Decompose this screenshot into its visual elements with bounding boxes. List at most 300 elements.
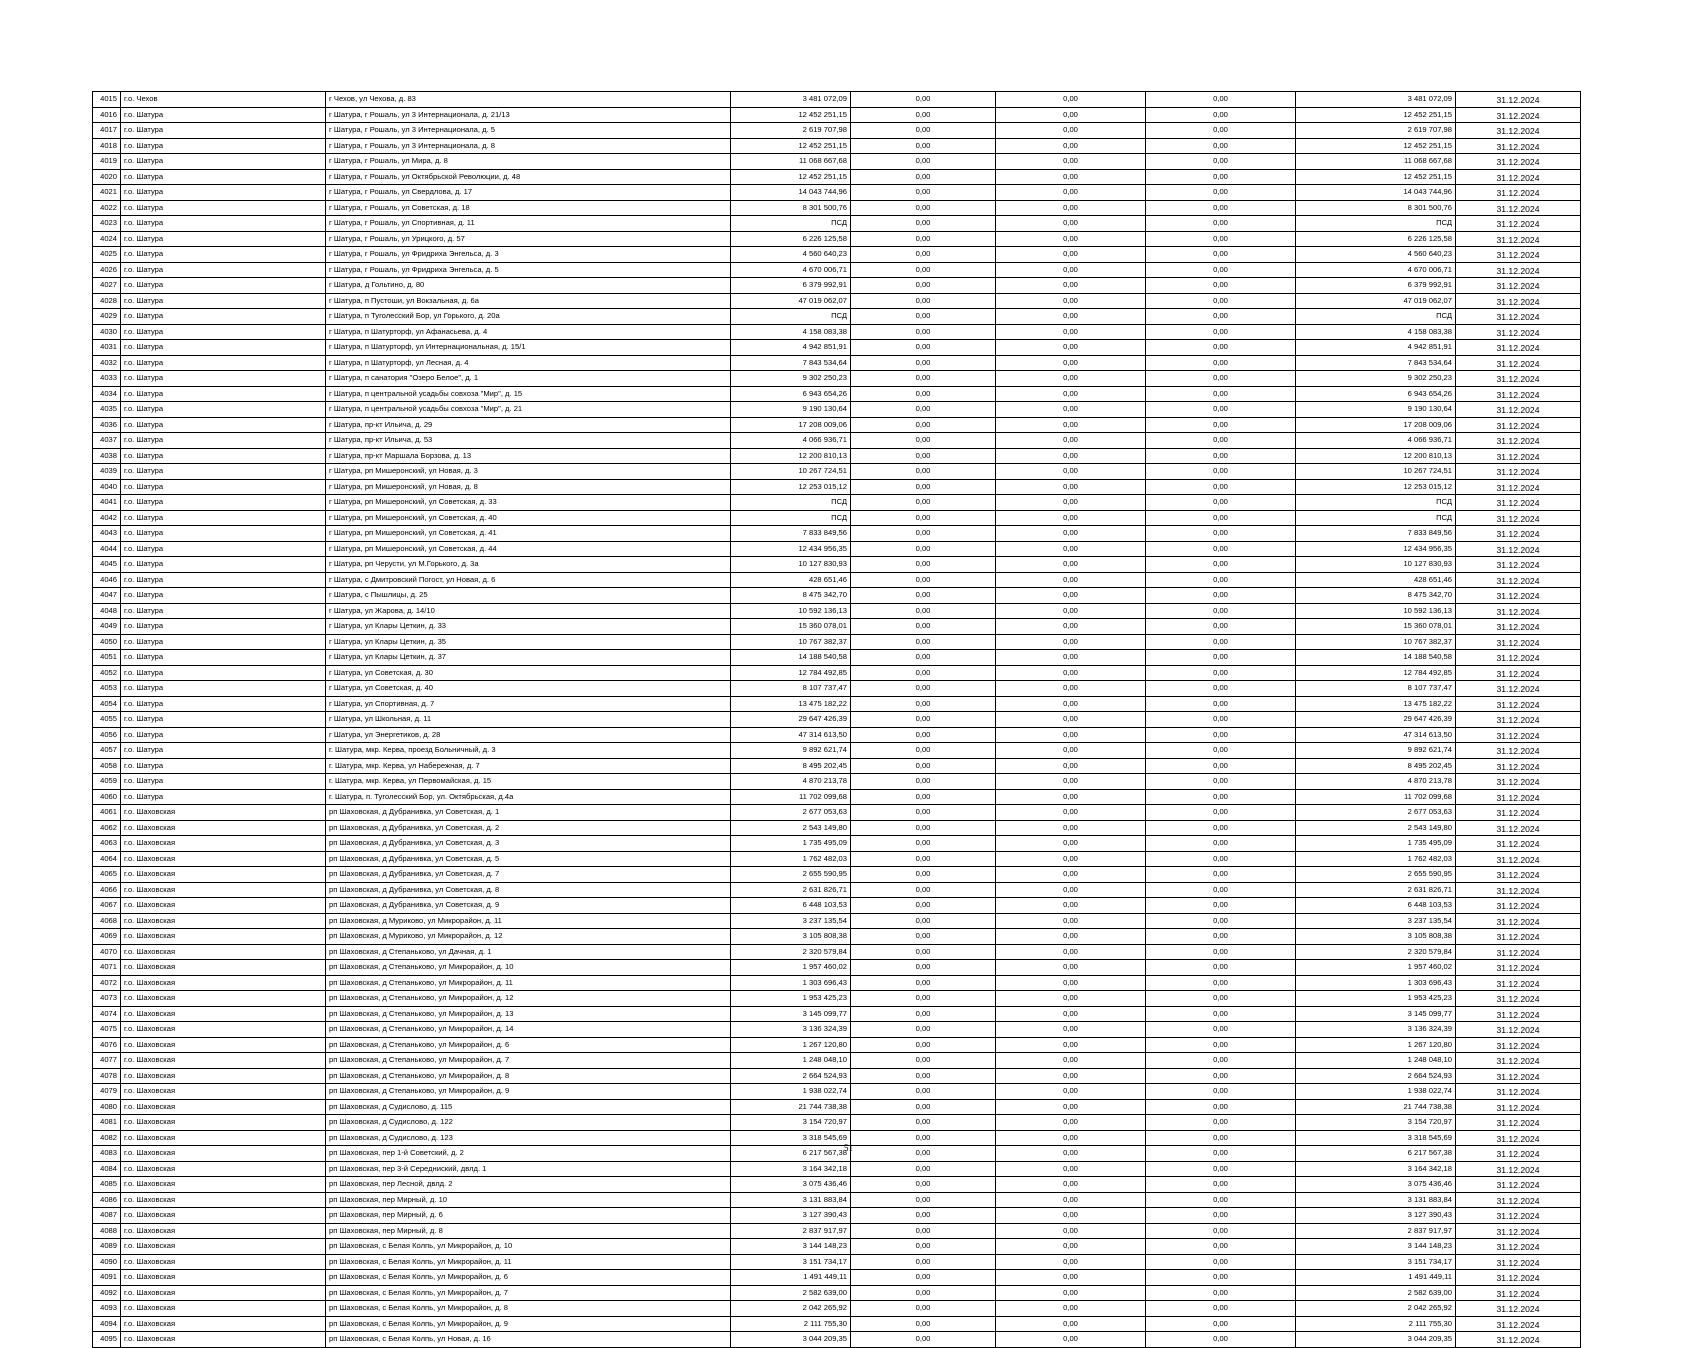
amount-cell: 10 267 724,51 — [731, 464, 851, 480]
amount-cell: 1 267 120,80 — [731, 1037, 851, 1053]
value-3-cell: 0,00 — [1146, 1084, 1296, 1100]
value-2-cell: 0,00 — [996, 913, 1146, 929]
table-row — [93, 1285, 1581, 1301]
table-body — [93, 92, 1581, 1348]
total-cell: 3 318 545,69 — [1296, 1130, 1456, 1146]
total-cell: ПСД — [1296, 510, 1456, 526]
date-cell: 31.12.2024 — [1456, 371, 1581, 387]
value-1-cell: 0,00 — [851, 479, 996, 495]
value-1-cell: 0,00 — [851, 1115, 996, 1131]
amount-cell: 14 043 744,96 — [731, 185, 851, 201]
row-number: 4094 — [93, 1316, 121, 1332]
value-1-cell: 0,00 — [851, 774, 996, 790]
total-cell: 3 164 342,18 — [1296, 1161, 1456, 1177]
value-3-cell: 0,00 — [1146, 247, 1296, 263]
page-number: 51 — [844, 1143, 853, 1153]
district-cell: г.о. Шатура — [121, 541, 326, 557]
value-3-cell: 0,00 — [1146, 1177, 1296, 1193]
value-1-cell: 0,00 — [851, 448, 996, 464]
address-cell: г. Шатура, мкр. Керва, ул Первомайская, д. 15 — [326, 774, 731, 790]
value-2-cell: 0,00 — [996, 712, 1146, 728]
row-number: 4074 — [93, 1006, 121, 1022]
value-2-cell: 0,00 — [996, 154, 1146, 170]
value-1-cell: 0,00 — [851, 1270, 996, 1286]
value-1-cell: 0,00 — [851, 231, 996, 247]
district-cell: г.о. Шатура — [121, 386, 326, 402]
total-cell: 11 702 099,68 — [1296, 789, 1456, 805]
total-cell: 3 131 883,84 — [1296, 1192, 1456, 1208]
amount-cell: 8 301 500,76 — [731, 200, 851, 216]
value-2-cell: 0,00 — [996, 1270, 1146, 1286]
row-number: 4090 — [93, 1254, 121, 1270]
address-cell: г Шатура, п центральной усадьбы совхоза "Мир", д. 21 — [326, 402, 731, 418]
value-1-cell: 0,00 — [851, 247, 996, 263]
amount-cell: 7 833 849,56 — [731, 526, 851, 542]
total-cell: 3 136 324,39 — [1296, 1022, 1456, 1038]
value-3-cell: 0,00 — [1146, 92, 1296, 108]
address-cell: рп Шаховская, д Дубранивка, ул Советская, д. 5 — [326, 851, 731, 867]
row-number: 4021 — [93, 185, 121, 201]
value-3-cell: 0,00 — [1146, 991, 1296, 1007]
address-cell: г. Шатура, мкр. Керва, ул Набережная, д. 7 — [326, 758, 731, 774]
row-number: 4091 — [93, 1270, 121, 1286]
value-2-cell: 0,00 — [996, 464, 1146, 480]
value-1-cell: 0,00 — [851, 1084, 996, 1100]
address-cell: рп Шаховская, д Степаньково, ул Микрорайон, д. 10 — [326, 960, 731, 976]
address-cell: г Шатура, ул Энергетиков, д. 28 — [326, 727, 731, 743]
address-cell: г Шатура, г Рошаль, ул 3 Интернационала, д. 8 — [326, 138, 731, 154]
date-cell: 31.12.2024 — [1456, 355, 1581, 371]
district-cell: г.о. Шаховская — [121, 1177, 326, 1193]
address-cell: рп Шаховская, пер Лесной, двлд. 2 — [326, 1177, 731, 1193]
address-cell: г Шатура, ул Клары Цеткин, д. 37 — [326, 650, 731, 666]
value-3-cell: 0,00 — [1146, 836, 1296, 852]
value-1-cell: 0,00 — [851, 1332, 996, 1348]
amount-cell: 6 217 567,38 — [731, 1146, 851, 1162]
amount-cell: 6 943 654,26 — [731, 386, 851, 402]
address-cell: г Шатура, п Шатурторф, ул Лесная, д. 4 — [326, 355, 731, 371]
value-3-cell: 0,00 — [1146, 1332, 1296, 1348]
address-cell: г Шатура, ул Спортивная, д. 7 — [326, 696, 731, 712]
amount-cell: 29 647 426,39 — [731, 712, 851, 728]
value-2-cell: 0,00 — [996, 1068, 1146, 1084]
date-cell: 31.12.2024 — [1456, 402, 1581, 418]
table-row — [93, 262, 1581, 278]
amount-cell: 3 044 209,35 — [731, 1332, 851, 1348]
date-cell: 31.12.2024 — [1456, 340, 1581, 356]
date-cell: 31.12.2024 — [1456, 541, 1581, 557]
row-number: 4039 — [93, 464, 121, 480]
amount-cell: 12 452 251,15 — [731, 169, 851, 185]
value-1-cell: 0,00 — [851, 820, 996, 836]
table-row — [93, 107, 1581, 123]
amount-cell: 12 253 015,12 — [731, 479, 851, 495]
date-cell: 31.12.2024 — [1456, 1006, 1581, 1022]
address-cell: рп Шаховская, д Дубранивка, ул Советская, д. 2 — [326, 820, 731, 836]
value-3-cell: 0,00 — [1146, 510, 1296, 526]
table-row — [93, 1068, 1581, 1084]
table-row — [93, 1037, 1581, 1053]
value-1-cell: 0,00 — [851, 107, 996, 123]
value-2-cell: 0,00 — [996, 851, 1146, 867]
amount-cell: 1 248 048,10 — [731, 1053, 851, 1069]
row-number: 4084 — [93, 1161, 121, 1177]
value-3-cell: 0,00 — [1146, 262, 1296, 278]
amount-cell: 17 208 009,06 — [731, 417, 851, 433]
value-1-cell: 0,00 — [851, 1146, 996, 1162]
value-2-cell: 0,00 — [996, 340, 1146, 356]
total-cell: 2 837 917,97 — [1296, 1223, 1456, 1239]
table-row — [93, 1223, 1581, 1239]
date-cell: 31.12.2024 — [1456, 479, 1581, 495]
value-3-cell: 0,00 — [1146, 882, 1296, 898]
value-3-cell: 0,00 — [1146, 309, 1296, 325]
address-cell: г Шатура, рп Мишеронский, ул Новая, д. 3 — [326, 464, 731, 480]
value-3-cell: 0,00 — [1146, 479, 1296, 495]
district-cell: г.о. Шаховская — [121, 898, 326, 914]
value-2-cell: 0,00 — [996, 1037, 1146, 1053]
address-cell: рп Шаховская, д Степаньково, ул Микрорайон, д. 9 — [326, 1084, 731, 1100]
table-row — [93, 1270, 1581, 1286]
amount-cell: 12 784 492,85 — [731, 665, 851, 681]
date-cell: 31.12.2024 — [1456, 572, 1581, 588]
value-2-cell: 0,00 — [996, 665, 1146, 681]
value-3-cell: 0,00 — [1146, 758, 1296, 774]
date-cell: 31.12.2024 — [1456, 526, 1581, 542]
value-3-cell: 0,00 — [1146, 526, 1296, 542]
row-number: 4034 — [93, 386, 121, 402]
amount-cell: 3 127 390,43 — [731, 1208, 851, 1224]
district-cell: г.о. Шаховская — [121, 1316, 326, 1332]
total-cell: 12 452 251,15 — [1296, 138, 1456, 154]
table-row — [93, 1099, 1581, 1115]
address-cell: г Шатура, г Рошаль, ул Фридриха Энгельса, д. 3 — [326, 247, 731, 263]
district-cell: г.о. Шаховская — [121, 1254, 326, 1270]
district-cell: г.о. Шатура — [121, 185, 326, 201]
value-1-cell: 0,00 — [851, 913, 996, 929]
table-row — [93, 696, 1581, 712]
value-2-cell: 0,00 — [996, 293, 1146, 309]
district-cell: г.о. Шаховская — [121, 1006, 326, 1022]
row-number: 4042 — [93, 510, 121, 526]
row-number: 4059 — [93, 774, 121, 790]
table-row — [93, 898, 1581, 914]
value-3-cell: 0,00 — [1146, 774, 1296, 790]
value-3-cell: 0,00 — [1146, 231, 1296, 247]
district-cell: г.о. Шатура — [121, 464, 326, 480]
value-3-cell: 0,00 — [1146, 433, 1296, 449]
value-3-cell: 0,00 — [1146, 154, 1296, 170]
value-1-cell: 0,00 — [851, 712, 996, 728]
district-cell: г.о. Шаховская — [121, 1099, 326, 1115]
value-1-cell: 0,00 — [851, 1301, 996, 1317]
value-3-cell: 0,00 — [1146, 495, 1296, 511]
value-1-cell: 0,00 — [851, 557, 996, 573]
value-3-cell: 0,00 — [1146, 1115, 1296, 1131]
date-cell: 31.12.2024 — [1456, 557, 1581, 573]
district-cell: г.о. Шаховская — [121, 1332, 326, 1348]
total-cell: 428 651,46 — [1296, 572, 1456, 588]
amount-cell: 47 314 613,50 — [731, 727, 851, 743]
value-3-cell: 0,00 — [1146, 185, 1296, 201]
value-2-cell: 0,00 — [996, 758, 1146, 774]
row-number: 4067 — [93, 898, 121, 914]
value-2-cell: 0,00 — [996, 371, 1146, 387]
address-cell: г Шатура, п Шатурторф, ул Афанасьева, д. 4 — [326, 324, 731, 340]
date-cell: 31.12.2024 — [1456, 758, 1581, 774]
district-cell: г.о. Шаховская — [121, 1146, 326, 1162]
value-1-cell: 0,00 — [851, 526, 996, 542]
table-row — [93, 464, 1581, 480]
date-cell: 31.12.2024 — [1456, 1177, 1581, 1193]
value-2-cell: 0,00 — [996, 867, 1146, 883]
total-cell: 10 127 830,93 — [1296, 557, 1456, 573]
date-cell: 31.12.2024 — [1456, 92, 1581, 108]
value-3-cell: 0,00 — [1146, 913, 1296, 929]
row-number: 4083 — [93, 1146, 121, 1162]
table-row — [93, 541, 1581, 557]
date-cell: 31.12.2024 — [1456, 603, 1581, 619]
total-cell: 6 217 567,38 — [1296, 1146, 1456, 1162]
value-3-cell: 0,00 — [1146, 634, 1296, 650]
district-cell: г.о. Шатура — [121, 417, 326, 433]
address-cell: г Шатура, ул Школьная, д. 11 — [326, 712, 731, 728]
total-cell: 3 044 209,35 — [1296, 1332, 1456, 1348]
total-cell: 3 144 148,23 — [1296, 1239, 1456, 1255]
table-row — [93, 758, 1581, 774]
amount-cell: 3 164 342,18 — [731, 1161, 851, 1177]
address-cell: г. Шатура, п. Туголесский Бор, ул. Октябрьская, д.4а — [326, 789, 731, 805]
value-1-cell: 0,00 — [851, 278, 996, 294]
district-cell: г.о. Шатура — [121, 123, 326, 139]
amount-cell: ПСД — [731, 510, 851, 526]
address-cell: рп Шаховская, д Судислово, д. 123 — [326, 1130, 731, 1146]
amount-cell: 2 320 579,84 — [731, 944, 851, 960]
value-1-cell: 0,00 — [851, 1285, 996, 1301]
value-1-cell: 0,00 — [851, 1316, 996, 1332]
amount-cell: 21 744 738,38 — [731, 1099, 851, 1115]
row-number: 4087 — [93, 1208, 121, 1224]
value-1-cell: 0,00 — [851, 402, 996, 418]
amount-cell: ПСД — [731, 216, 851, 232]
date-cell: 31.12.2024 — [1456, 727, 1581, 743]
amount-cell: 10 127 830,93 — [731, 557, 851, 573]
date-cell: 31.12.2024 — [1456, 634, 1581, 650]
value-3-cell: 0,00 — [1146, 340, 1296, 356]
district-cell: г.о. Шатура — [121, 712, 326, 728]
value-2-cell: 0,00 — [996, 696, 1146, 712]
amount-cell: 9 302 250,23 — [731, 371, 851, 387]
value-2-cell: 0,00 — [996, 960, 1146, 976]
address-cell: г Шатура, пр-кт Маршала Борзова, д. 13 — [326, 448, 731, 464]
value-3-cell: 0,00 — [1146, 619, 1296, 635]
value-2-cell: 0,00 — [996, 1316, 1146, 1332]
value-2-cell: 0,00 — [996, 1177, 1146, 1193]
table-row — [93, 789, 1581, 805]
date-cell: 31.12.2024 — [1456, 123, 1581, 139]
value-2-cell: 0,00 — [996, 107, 1146, 123]
row-number: 4092 — [93, 1285, 121, 1301]
row-number: 4015 — [93, 92, 121, 108]
district-cell: г.о. Шатура — [121, 495, 326, 511]
amount-cell: 15 360 078,01 — [731, 619, 851, 635]
date-cell: 31.12.2024 — [1456, 247, 1581, 263]
total-cell: 12 452 251,15 — [1296, 107, 1456, 123]
value-2-cell: 0,00 — [996, 185, 1146, 201]
total-cell: 1 248 048,10 — [1296, 1053, 1456, 1069]
row-number: 4017 — [93, 123, 121, 139]
value-2-cell: 0,00 — [996, 309, 1146, 325]
date-cell: 31.12.2024 — [1456, 293, 1581, 309]
address-cell: г Шатура, рп Мишеронский, ул Новая, д. 8 — [326, 479, 731, 495]
value-2-cell: 0,00 — [996, 650, 1146, 666]
value-3-cell: 0,00 — [1146, 1239, 1296, 1255]
value-3-cell: 0,00 — [1146, 1270, 1296, 1286]
date-cell: 31.12.2024 — [1456, 867, 1581, 883]
value-1-cell: 0,00 — [851, 1022, 996, 1038]
district-cell: г.о. Шатура — [121, 278, 326, 294]
table-row — [93, 185, 1581, 201]
address-cell: г Чехов, ул Чехова, д. 83 — [326, 92, 731, 108]
value-3-cell: 0,00 — [1146, 1285, 1296, 1301]
value-2-cell: 0,00 — [996, 882, 1146, 898]
district-cell: г.о. Шатура — [121, 340, 326, 356]
total-cell: 1 938 022,74 — [1296, 1084, 1456, 1100]
row-number: 4079 — [93, 1084, 121, 1100]
amount-cell: 11 068 667,68 — [731, 154, 851, 170]
district-cell: г.о. Шаховская — [121, 991, 326, 1007]
value-1-cell: 0,00 — [851, 200, 996, 216]
date-cell: 31.12.2024 — [1456, 1022, 1581, 1038]
table-row — [93, 123, 1581, 139]
district-cell: г.о. Шатура — [121, 293, 326, 309]
value-3-cell: 0,00 — [1146, 557, 1296, 573]
row-number: 4064 — [93, 851, 121, 867]
date-cell: 31.12.2024 — [1456, 1301, 1581, 1317]
address-cell: г. Шатура, мкр. Керва, проезд Больничный, д. 3 — [326, 743, 731, 759]
table-row — [93, 743, 1581, 759]
amount-cell: 12 434 956,35 — [731, 541, 851, 557]
value-3-cell: 0,00 — [1146, 1254, 1296, 1270]
table-row — [93, 1239, 1581, 1255]
district-cell: г.о. Чехов — [121, 92, 326, 108]
date-cell: 31.12.2024 — [1456, 510, 1581, 526]
district-cell: г.о. Шаховская — [121, 882, 326, 898]
value-3-cell: 0,00 — [1146, 541, 1296, 557]
address-cell: рп Шаховская, с Белая Колпь, ул Микрорайон, д. 11 — [326, 1254, 731, 1270]
value-1-cell: 0,00 — [851, 495, 996, 511]
address-cell: г Шатура, г Рошаль, ул 3 Интернационала, д. 5 — [326, 123, 731, 139]
table-row — [93, 1022, 1581, 1038]
table-row — [93, 386, 1581, 402]
address-cell: рп Шаховская, пер Мирный, д. 8 — [326, 1223, 731, 1239]
address-cell: рп Шаховская, д Дубранивка, ул Советская, д. 3 — [326, 836, 731, 852]
district-cell: г.о. Шатура — [121, 324, 326, 340]
value-2-cell: 0,00 — [996, 262, 1146, 278]
district-cell: г.о. Шатура — [121, 510, 326, 526]
value-2-cell: 0,00 — [996, 727, 1146, 743]
date-cell: 31.12.2024 — [1456, 975, 1581, 991]
table-row — [93, 495, 1581, 511]
address-cell: г Шатура, п Пустоши, ул Вокзальная, д. 6а — [326, 293, 731, 309]
address-cell: г Шатура, г Рошаль, ул Свердлова, д. 17 — [326, 185, 731, 201]
amount-cell: 3 151 734,17 — [731, 1254, 851, 1270]
row-number: 4065 — [93, 867, 121, 883]
district-cell: г.о. Шатура — [121, 371, 326, 387]
value-2-cell: 0,00 — [996, 1022, 1146, 1038]
date-cell: 31.12.2024 — [1456, 495, 1581, 511]
value-2-cell: 0,00 — [996, 1161, 1146, 1177]
address-cell: рп Шаховская, с Белая Колпь, ул Новая, д. 16 — [326, 1332, 731, 1348]
district-cell: г.о. Шаховская — [121, 1115, 326, 1131]
value-2-cell: 0,00 — [996, 929, 1146, 945]
address-cell: рп Шаховская, д Степаньково, ул Микрорайон, д. 13 — [326, 1006, 731, 1022]
value-2-cell: 0,00 — [996, 448, 1146, 464]
amount-cell: 2 677 053,63 — [731, 805, 851, 821]
amount-cell: ПСД — [731, 309, 851, 325]
table-row — [93, 1006, 1581, 1022]
value-3-cell: 0,00 — [1146, 696, 1296, 712]
table-row — [93, 665, 1581, 681]
amount-cell: 14 188 540,58 — [731, 650, 851, 666]
value-1-cell: 0,00 — [851, 138, 996, 154]
date-cell: 31.12.2024 — [1456, 1285, 1581, 1301]
value-3-cell: 0,00 — [1146, 324, 1296, 340]
row-number: 4032 — [93, 355, 121, 371]
value-2-cell: 0,00 — [996, 836, 1146, 852]
district-cell: г.о. Шатура — [121, 526, 326, 542]
value-2-cell: 0,00 — [996, 634, 1146, 650]
amount-cell: 3 318 545,69 — [731, 1130, 851, 1146]
table-row — [93, 510, 1581, 526]
date-cell: 31.12.2024 — [1456, 665, 1581, 681]
date-cell: 31.12.2024 — [1456, 820, 1581, 836]
table-row — [93, 851, 1581, 867]
value-1-cell: 0,00 — [851, 1239, 996, 1255]
table-row — [93, 820, 1581, 836]
date-cell: 31.12.2024 — [1456, 805, 1581, 821]
value-3-cell: 0,00 — [1146, 123, 1296, 139]
value-1-cell: 0,00 — [851, 634, 996, 650]
amount-cell: 2 619 707,98 — [731, 123, 851, 139]
table-row — [93, 479, 1581, 495]
row-number: 4063 — [93, 836, 121, 852]
table-row — [93, 944, 1581, 960]
value-3-cell: 0,00 — [1146, 1161, 1296, 1177]
table-row — [93, 309, 1581, 325]
table-row — [93, 975, 1581, 991]
value-3-cell: 0,00 — [1146, 1053, 1296, 1069]
date-cell: 31.12.2024 — [1456, 898, 1581, 914]
value-2-cell: 0,00 — [996, 386, 1146, 402]
address-cell: г Шатура, ул Клары Цеткин, д. 33 — [326, 619, 731, 635]
value-1-cell: 0,00 — [851, 262, 996, 278]
value-3-cell: 0,00 — [1146, 851, 1296, 867]
value-2-cell: 0,00 — [996, 1301, 1146, 1317]
value-1-cell: 0,00 — [851, 727, 996, 743]
value-2-cell: 0,00 — [996, 216, 1146, 232]
total-cell: 3 154 720,97 — [1296, 1115, 1456, 1131]
value-2-cell: 0,00 — [996, 557, 1146, 573]
address-cell: рп Шаховская, д Степаньково, ул Микрорайон, д. 7 — [326, 1053, 731, 1069]
date-cell: 31.12.2024 — [1456, 1332, 1581, 1348]
table-row — [93, 1053, 1581, 1069]
table-row — [93, 355, 1581, 371]
total-cell: 10 767 382,37 — [1296, 634, 1456, 650]
value-2-cell: 0,00 — [996, 1130, 1146, 1146]
value-1-cell: 0,00 — [851, 1177, 996, 1193]
district-cell: г.о. Шаховская — [121, 913, 326, 929]
